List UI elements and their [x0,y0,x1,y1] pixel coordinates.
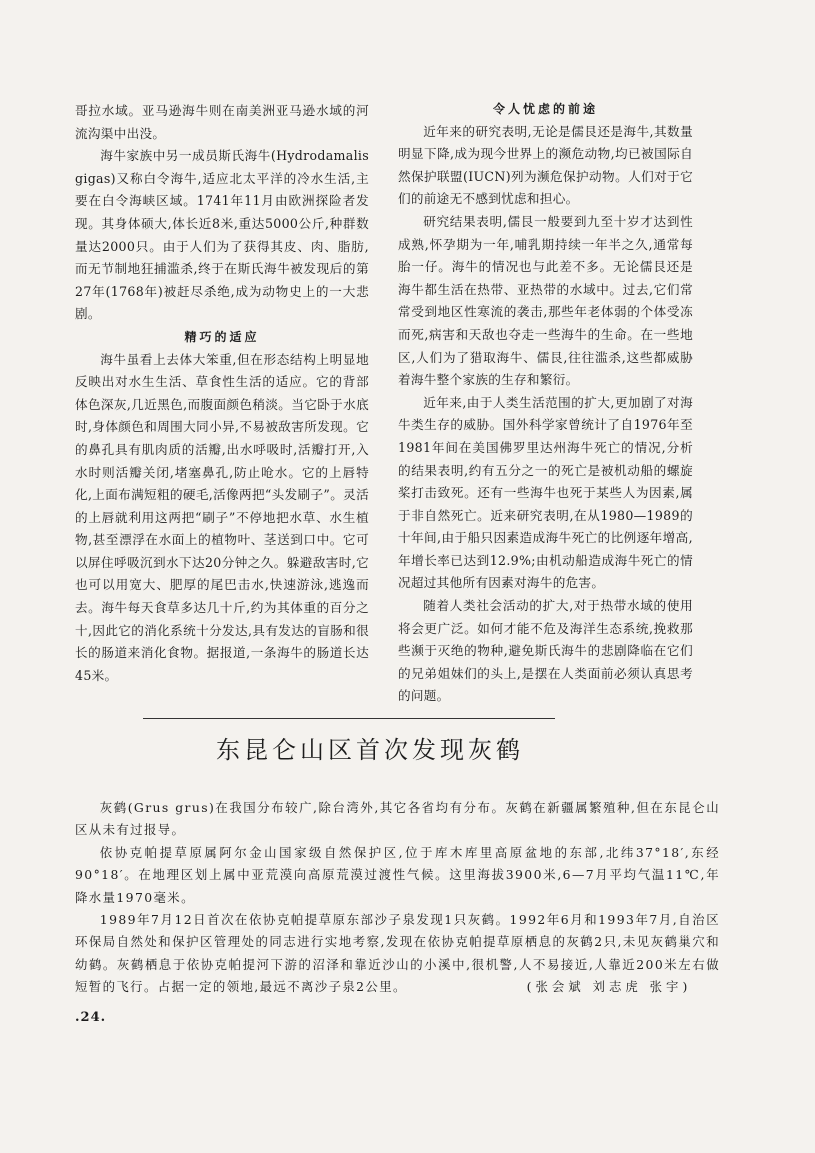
article-body [75,797,720,999]
paragraph: 灰鹤(Grus grus)在我国分布较广,除台湾外,其它各省均有分布。灰鹤在新疆属繁殖种,但在东昆仑山区从未有过报导。 [75,800,720,838]
section-heading: 令人忧虑的前途 [492,102,598,116]
right-column [398,98,693,708]
paragraph: 随着人类社会活动的扩大,对于热带水域的使用将会更广泛。如何才能不危及海洋生态系统,挽救那些濒于灭绝的物种,避免斯氏海牛的悲剧降临在它们的兄弟姐妹们的头上,是摆在人类面前必须认真思考的问题。 [398,598,693,704]
page-number: .24. [75,1010,107,1025]
authors-byline: (张会斌 刘志虎 张宇) [526,979,692,995]
section-heading: 精巧的适应 [184,329,260,344]
paragraph: 研究结果表明,儒艮一般要到九至十岁才达到性成熟,怀孕期为一年,哺乳期持续一年半之久,通常每胎一仔。海牛的情况也与此差不多。无论儒艮还是海牛都生活在热带、亚热带的水域中。过去,它们常常受到地区性寒流的袭击,那些年老体弱的个体受冻而死,病害和天敌也夺走一些海牛的生命。在一些地区,人们为了猎取海牛、儒艮,往往滥杀,这些都威胁着海牛整个家族的生存和繁衍。 [398,213,693,388]
paragraph: 依协克帕提草原属阿尔金山国家级自然保护区,位于库木库里高原盆地的东部,北纬37°18′,东经90°18′。在地理区划上属中亚荒漠向高原荒漠过渡性气候。这里海拔3900米,6—7月平均气温11℃,年降水量1970毫米。 [75,844,720,905]
article-title: 东昆仑山区首次发现灰鹤 [216,736,524,764]
divider-rule [143,718,555,719]
paragraph-text: 1989年7月12日首次在依协克帕提草原东部沙子泉发现1只灰鹤。1992年6月和1993年7月,自治区环保局自然处和保护区管理处的同志进行实地考察,发现在依协克帕提草原栖息的灰鹤2只,未见灰鹤巢穴和幼鹤。灰鹤栖息于依协克帕提河下游的沼泽和靠近沙山的小溪中,很机警,人不易接近,人靠近200米左右做短暂的飞行。占据一定的领地,最远不离沙子泉2公里。 [75,912,720,995]
paragraph: 海牛虽看上去体大笨重,但在形态结构上明显地反映出对水生生活、草食性生活的适应。它的背部体色深灰,几近黑色,而腹面颜色稍淡。当它卧于水底时,身体颜色和周围大同小异,不易被敌害所发现。它的鼻孔具有肌肉质的活瓣,出水呼吸时,活瓣打开,入水时则活瓣关闭,堵塞鼻孔,防止呛水。它的上唇特化,上面布满短粗的硬毛,活像两把“头发刷子”。灵活的上唇就利用这两把“刷子”不停地把水草、水生植物,甚至漂浮在水面上的植物叶、茎送到口中。它可以屏住呼吸沉到水下达20分钟之久。躲避敌害时,它也可以用宽大、肥厚的尾巴击水,快速游泳,逃逸而去。海牛每天食草多达几十斤,约为其体重的百分之十,因此它的消化系统十分发达,具有发达的盲肠和很长的肠道来消化食物。据报道,一条海牛的肠道长达45米。 [75,351,369,683]
paragraph [75,909,720,999]
paragraph: 海牛家族中另一成员斯氏海牛(Hydrodamalis gigas)又称白令海牛,适应北太平洋的冷水生活,主要在白令海峡区域。1741年11月由欧洲探险者发现。其身体硕大,体长近8米,重达5000公斤,种群数量达2000只。由于人们为了获得其皮、肉、脂肪,而无节制地狂捕滥杀,终于在斯氏海牛被发现后的第27年(1768年)被赶尽杀绝,成为动物史上的一大悲剧。 [75,148,369,322]
paragraph: 近年来,由于人类生活范围的扩大,更加剧了对海牛类生存的威胁。国外科学家曾统计了自1976年至1981年间在美国佛罗里达州海牛死亡的情况,分析的结果表明,约有五分之一的死亡是被机动船的螺旋桨打击致死。还有一些海牛也死于某些人为因素,属于非自然死亡。近来研究表明,在从1980—1989的十年间,由于船只因素造成海牛死亡的比例逐年增高,年增长率已达到12.9%;由机动船造成海牛死亡的情况超过其他所有因素对海牛的危害。 [398,394,693,591]
paragraph: 哥拉水域。亚马逊海牛则在南美洲亚马逊水域的河流沟渠中出没。 [75,103,369,141]
left-column [75,100,369,687]
paragraph: 近年来的研究表明,无论是儒艮还是海牛,其数量明显下降,成为现今世界上的濒危动物,均已被国际自然保护联盟(IUCN)列为濒危保护动物。人们对于它们的前途无不感到忧虑和担心。 [398,123,693,207]
